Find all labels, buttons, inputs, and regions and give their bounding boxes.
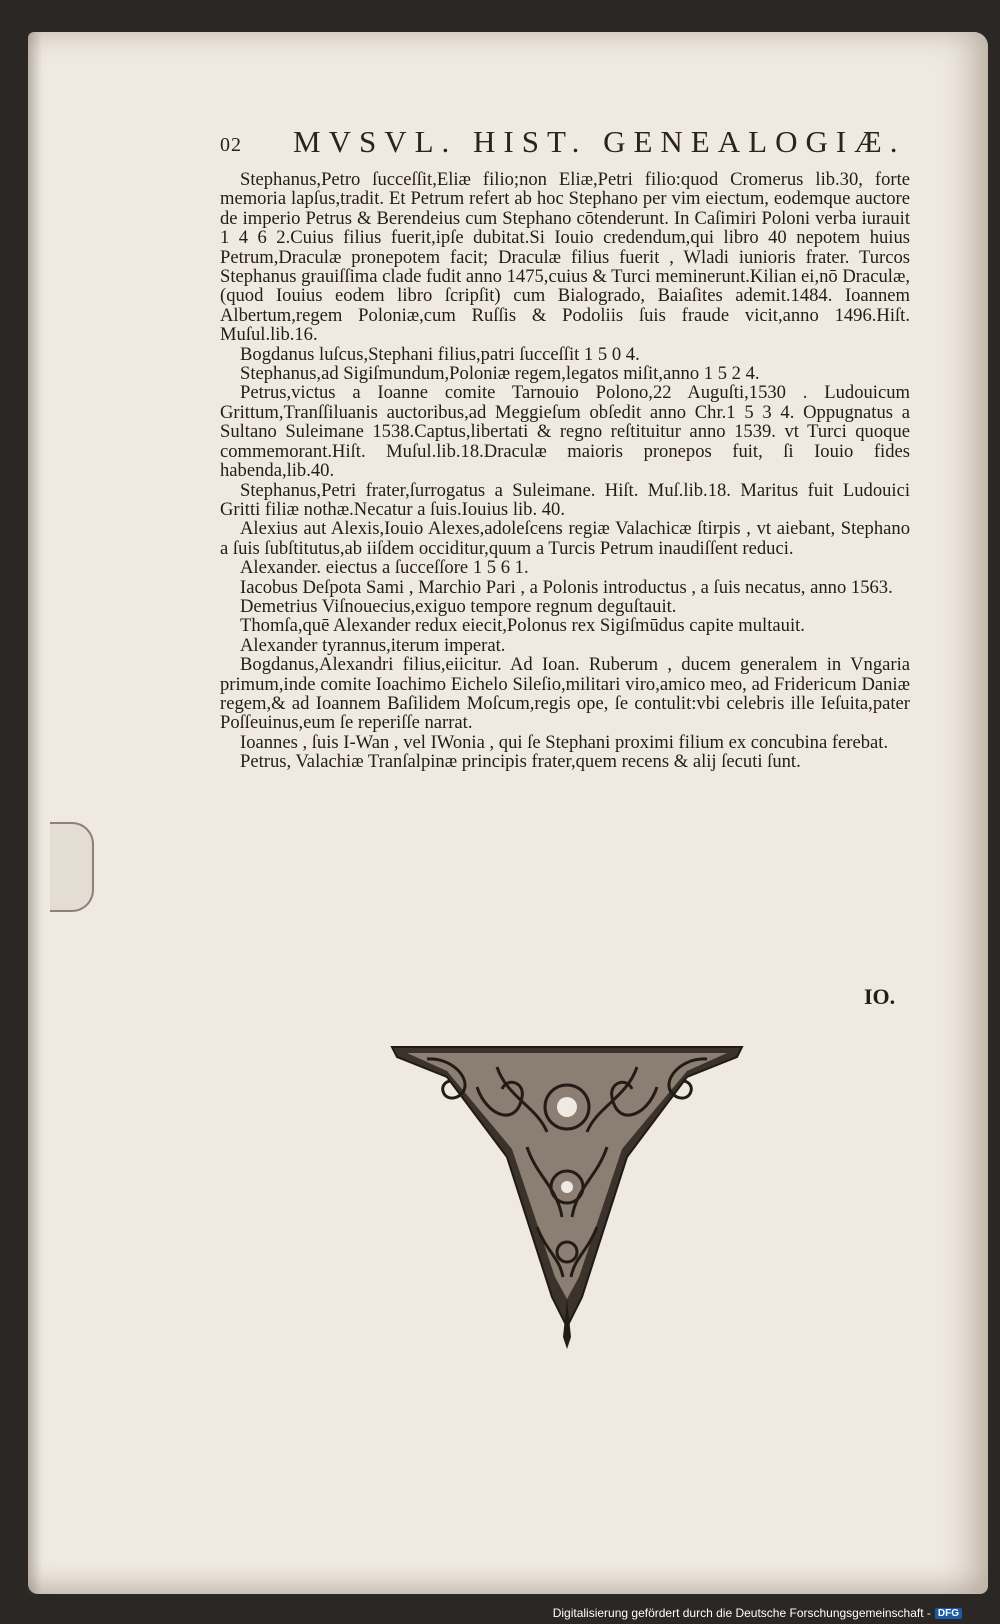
paragraph: Alexius aut Alexis,Iouio Alexes,adoleſcens regiæ Valachicæ ſtirpis , vt aiebant, Stephano a ſuis ſubſtitutus,ab iiſdem occiditur,quum a Turcis Petrum inaudiſſent reduci. <box>220 518 910 559</box>
paragraph: Alexander. eiectus a ſucceſſore 1 5 6 1. <box>240 557 529 579</box>
body-text <box>220 170 910 772</box>
catchword: IO. <box>864 984 896 1009</box>
paragraph: Ioannes , ſuis I-Wan , vel IWonia , qui ſe Stephani proximi filium ex concubina ferebat. <box>240 731 889 753</box>
page-header <box>28 122 988 162</box>
paper-tab <box>50 822 94 912</box>
paragraph: Stephanus,Petri frater,ſurrogatus a Suleimane. Hiſt. Muſ.lib.18. Maritus fuit Ludouici Gritti filiæ nothæ.Necatur a ſuis.Iouius lib. 40. <box>220 479 910 520</box>
page-number: 02 <box>220 134 242 156</box>
paragraph: Alexander tyrannus,iterum imperat. <box>240 634 506 656</box>
book-page <box>28 32 988 1594</box>
paragraph: Bogdanus luſcus,Stephani filius,patri ſucceſſit 1 5 0 4. <box>240 343 640 365</box>
paragraph: Bogdanus,Alexandri filius,eiicitur. Ad Ioan. Ruberum , ducem generalem in Vngaria primum,inde comite Ioachimo Eichelo Sileſio,militari viro,amico meo, ad Fridericum Daniæ regem,& ad Ioannem Baſilidem Moſcum,regis ope, ſe contulit:vbi celebris ille Ieſuita,pater Poſſeuinus,eum ſe reperiſſe narrat. <box>220 654 910 734</box>
running-title: MVSVL. HIST. GENEALOGIÆ. <box>293 124 906 159</box>
paragraph: Stephanus,ad Sigiſmundum,Poloniæ regem,legatos miſit,anno 1 5 2 4. <box>240 363 760 385</box>
credit-text: Digitalisierung gefördert durch die Deutsche Forschungsgemeinschaft - <box>552 1606 931 1620</box>
paragraph: Stephanus,Petro ſucceſſit,Eliæ filio;non Eliæ,Petri filio:quod Cromerus lib.30, forte memoria lapſus,tradit. Et Petrum refert ab hoc Stephano per vim eiectum, eodemque auctore de imperio Petrus & Berendeius cum Stephano cōtenderunt. In Caſimiri Poloni verba iurauit 1 4 6 2.Cuius filius fuerit,ipſe dubitat.Si Iouio credendum,qui libro 40 nepotem huius Petrum,Draculæ pronepotem facit; Draculæ filius fuerit , Wladi iunioris frater. Turcos Stephanus grauiſſima clade fudit anno 1475,cuius & Turci meminerunt.Kilian ei,nō Draculæ,(quod Iouius eodem libro ſcripſit) cum Bialogrado, Baiaſites ademit.1484. Ioannem Albertum,regem Poloniæ,cum Ruſſis & Podoliis ſuis fraude vicit,anno 1496.Hiſt. Muſul.lib.16. <box>220 169 910 346</box>
paragraph: Thomſa,quē Alexander redux eiecit,Polonus rex Sigiſmūdus capite multauit. <box>240 615 805 637</box>
fleuron-tailpiece-icon <box>387 1037 747 1357</box>
paragraph: Petrus,victus a Ioanne comite Tarnouio Polono,22 Auguſti,1530 . Ludouicum Grittum,Tranſſiluanis auctoribus,ad Meggieſum obſedit anno Chr.1 5 3 4. Oppugnatus a Sultano Suleimane 1538.Captus,libertati & regno reſtituitur anno 1539. vt Turci quoque commemorant.Hiſt. Muſul.lib.18.Draculæ maioris pronepos fuit, ſi Iouio fides habenda,lib.40. <box>220 382 910 482</box>
dfg-logo: DFG <box>935 1608 962 1619</box>
paragraph: Petrus, Valachiæ Tranſalpinæ principis frater,quem recens & alij ſecuti ſunt. <box>240 751 801 773</box>
paragraph: Demetrius Viſnouecius,exiguo tempore regnum deguſtauit. <box>240 595 677 617</box>
paragraph: Iacobus Deſpota Sami , Marchio Pari , a Polonis introductus , a ſuis necatus, anno 1563. <box>240 576 893 598</box>
digitization-credit <box>553 1606 962 1620</box>
